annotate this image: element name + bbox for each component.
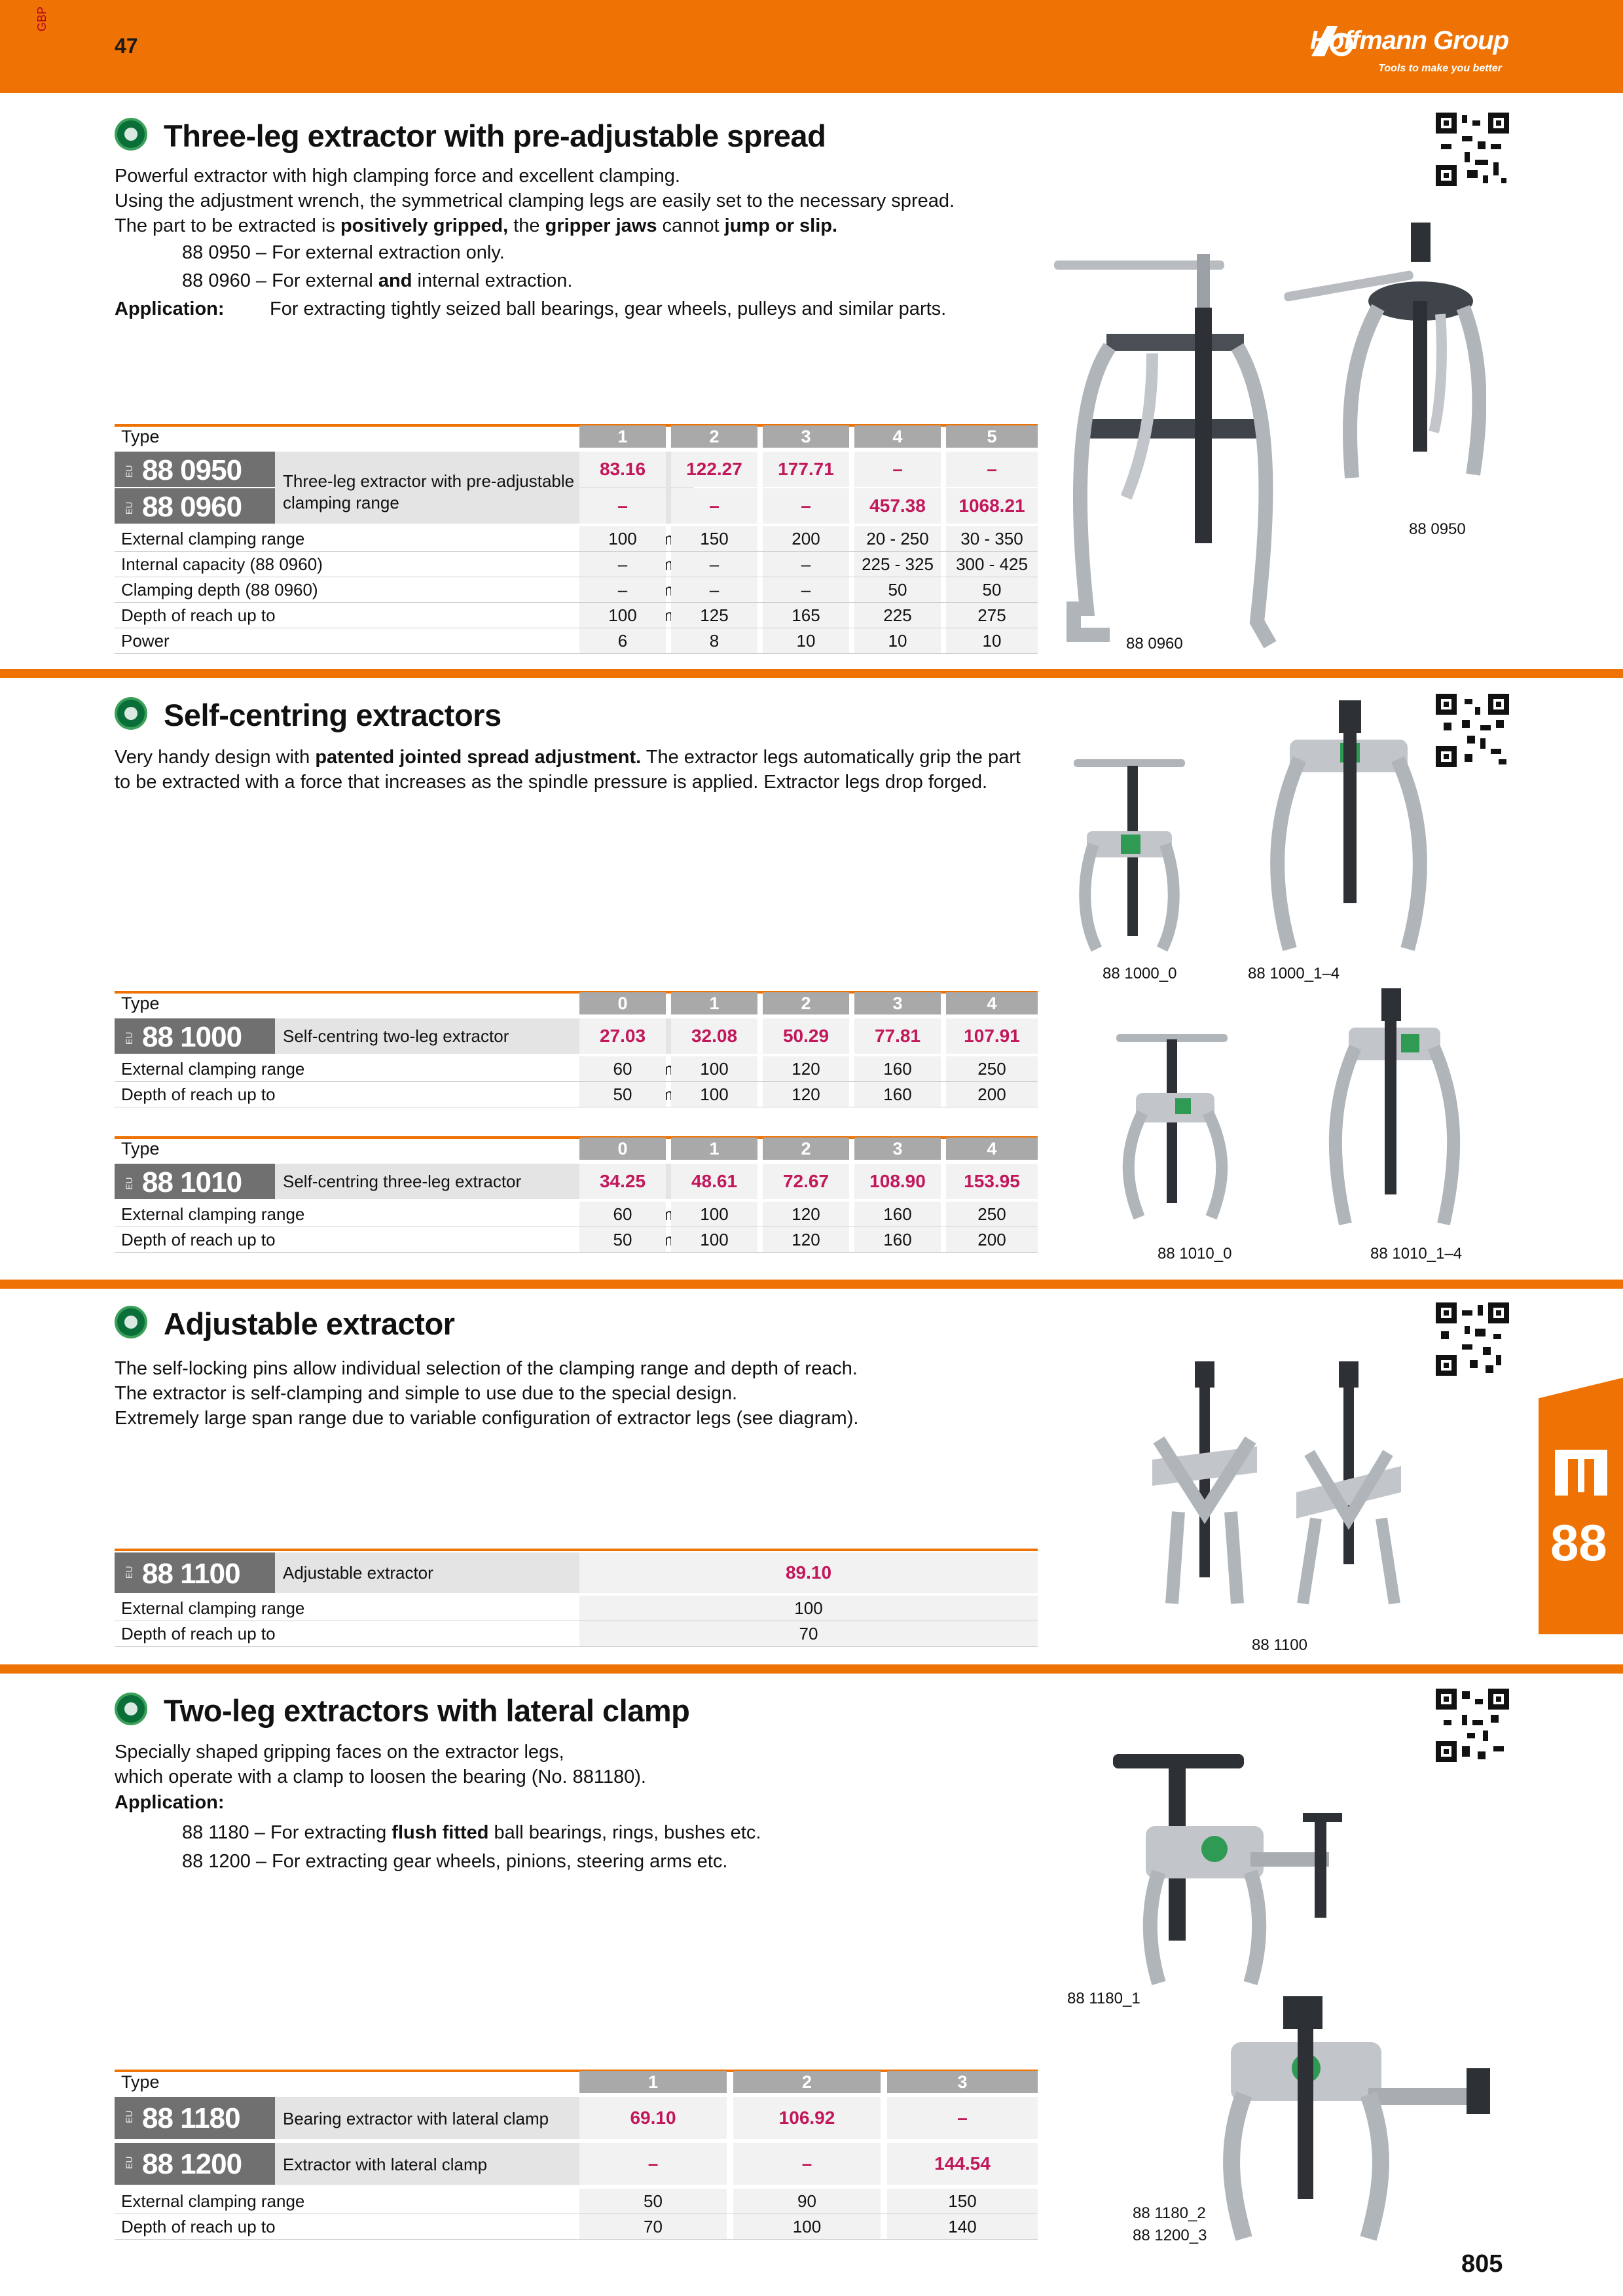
spec-row: External clamping range 60 100 120 160 250 [115, 1056, 1038, 1081]
spec-row: Depth of reach up to 70 [115, 1621, 1038, 1646]
article-number[interactable]: EU 88 1100 [115, 1552, 275, 1593]
price: 77.81 [854, 1018, 941, 1054]
chapter-number: 88 [1550, 1514, 1607, 1571]
spec-row: Internal capacity (88 0960) – – – 225 - 325 300 - 425 [115, 552, 1038, 577]
adjustable-extractor-image [1283, 1361, 1414, 1610]
price: 32.08 [671, 1018, 757, 1054]
quality-icon [115, 1693, 147, 1725]
lateral-clamp-extractor-image [1106, 1741, 1395, 2009]
two-leg-extractor-image [1067, 733, 1185, 969]
price: 177.71 [763, 452, 849, 487]
adjustable-extractor-image [1139, 1361, 1270, 1610]
side-code: GBP [35, 6, 48, 31]
product-description: Adjustable extractor [275, 1552, 694, 1593]
section-intro: The self-locking pins allow individual selection of the clamping range and depth of reach. The extractor is self-clamping and simple to use due to the special design. Extremely large span range due to variable configuration of extractor legs (see diagram). [115, 1358, 859, 1429]
list-item: 88 0960 – For external and internal extraction. [182, 270, 573, 291]
section-title: Two-leg extractors with lateral clamp [164, 1693, 690, 1728]
section-intro: Specially shaped gripping faces on the extractor legs, which operate with a clamp to loosen the bearing (No. 881180). [115, 1742, 646, 1787]
price: 27.03 [579, 1018, 666, 1054]
image-caption: 88 1100 [1252, 1636, 1307, 1654]
price: 34.25 [579, 1164, 666, 1199]
section-title: Self-centring extractors [164, 698, 501, 732]
image-caption: 88 0960 [1126, 635, 1183, 653]
page-number: 805 [1461, 2250, 1503, 2278]
image-caption: 88 1010_1–4 [1370, 1245, 1463, 1263]
price: 153.95 [946, 1164, 1038, 1199]
image-caption: 88 1000_1–4 [1248, 965, 1340, 982]
image-caption: 88 1010_0 [1158, 1245, 1232, 1263]
quality-icon [115, 118, 147, 151]
price: 144.54 [887, 2143, 1038, 2185]
price: 1068.21 [946, 488, 1038, 524]
price: – [946, 452, 1038, 487]
section-divider [0, 669, 1623, 678]
price: 69.10 [579, 2097, 727, 2139]
product-description: Extractor with lateral clamp [275, 2143, 694, 2185]
price: 106.92 [733, 2097, 881, 2139]
page-number-top: 47 [115, 34, 138, 58]
product-description: Self-centring two-leg extractor [275, 1018, 694, 1054]
image-caption: 88 0950 [1409, 520, 1466, 538]
price: 108.90 [854, 1164, 941, 1199]
product-description: Three-leg extractor with pre-adjustable clamping range [275, 452, 694, 524]
list-item: 88 1180 – For extracting flush fitted ball bearings, rings, bushes etc. [182, 1822, 761, 1843]
spec-row: Depth of reach up to 70 100 140 [115, 2214, 1038, 2239]
article-number[interactable]: EU 88 1180 [115, 2097, 275, 2139]
article-number[interactable]: EU 88 0960 [115, 488, 275, 524]
image-caption: 88 1000_0 [1103, 965, 1177, 982]
brand-name: Hoffmann Group [1309, 26, 1508, 55]
article-number[interactable]: EU 88 1010 [115, 1164, 275, 1199]
spec-row: External clamping range 60 100 120 160 250 [115, 1202, 1038, 1227]
section-divider [0, 1664, 1623, 1674]
article-number[interactable]: EU 88 1200 [115, 2143, 275, 2185]
price: 50.29 [763, 1018, 849, 1054]
application-text: For extracting tightly seized ball bearings, gear wheels, pulleys and similar parts. [270, 298, 947, 319]
three-leg-extractor-image [1113, 1021, 1257, 1230]
quality-icon [115, 697, 147, 730]
product-description: Self-centring three-leg extractor [275, 1164, 694, 1199]
spec-row: Depth of reach up to 50 100 120 160 200 [115, 1227, 1038, 1252]
qr-code-icon[interactable] [1436, 1302, 1509, 1376]
price: 83.16 [579, 452, 666, 487]
price: 72.67 [763, 1164, 849, 1199]
price: 457.38 [854, 488, 941, 524]
section-intro: Powerful extractor with high clamping force and excellent clamping. Using the adjustment wrench, the symmetrical clamping legs are easily set to the necessary spread. The part to be extracted is positively gripped, the gripper jaws cannot jump or slip. [115, 166, 955, 236]
chapter-tab[interactable] [1539, 1378, 1623, 1634]
qr-code-icon[interactable] [1436, 1689, 1509, 1762]
price: – [579, 488, 666, 524]
price: – [579, 2143, 727, 2185]
price: – [763, 488, 849, 524]
two-leg-extractor-image [1264, 694, 1434, 969]
three-leg-extractor-image [1270, 216, 1486, 491]
section-title: Adjustable extractor [164, 1306, 455, 1341]
list-item: 88 0950 – For external extraction only. [182, 242, 505, 263]
section-intro: Very handy design with patented jointed spread adjustment. The extractor legs automatically grip the part to be extracted with a force that increases as the spindle pressure is applied. Extractor legs drop forged. [115, 747, 1021, 793]
product-description: Bearing extractor with lateral clamp [275, 2097, 694, 2139]
list-item: 88 1200 – For extracting gear wheels, pinions, steering arms etc. [182, 1851, 728, 1872]
qr-code-icon[interactable] [1436, 694, 1509, 767]
price: 107.91 [946, 1018, 1038, 1054]
image-caption: 88 1180_1 [1067, 1990, 1140, 2007]
section-title: Three-leg extractor with pre-adjustable spread [164, 118, 826, 153]
application-label: Application: [115, 298, 225, 319]
three-leg-extractor-image [1048, 242, 1296, 655]
spec-row: Clamping depth (88 0960) – – – 50 50 [115, 577, 1038, 602]
three-leg-extractor-image [1322, 982, 1467, 1244]
lateral-clamp-extractor-image [1218, 1990, 1506, 2251]
price: – [854, 452, 941, 487]
price: – [887, 2097, 1038, 2139]
brand-tagline: Tools to make you better [1378, 63, 1502, 74]
spec-row: Depth of reach up to 50 100 120 160 200 [115, 1082, 1038, 1107]
section-divider [0, 1280, 1623, 1289]
qr-code-icon[interactable] [1436, 113, 1509, 186]
image-caption: 88 1200_3 [1133, 2227, 1207, 2244]
spec-row: External clamping range 50 90 150 [115, 2189, 1038, 2214]
price: 89.10 [579, 1552, 1038, 1593]
spec-row: External clamping range 100 [115, 1596, 1038, 1621]
price: 122.27 [671, 452, 757, 487]
spec-row: Power 6 8 10 10 10 [115, 628, 1038, 653]
price: 48.61 [671, 1164, 757, 1199]
image-caption: 88 1180_2 [1133, 2204, 1206, 2222]
article-number[interactable]: EU 88 0950 [115, 452, 275, 487]
spec-row: External clamping range 100 150 200 20 - 250 30 - 350 [115, 526, 1038, 551]
quality-icon [115, 1306, 147, 1338]
extractor-chapter-icon [1552, 1440, 1611, 1499]
spec-row: Depth of reach up to 100 125 165 225 275 [115, 603, 1038, 628]
price: – [733, 2143, 881, 2185]
price: – [671, 488, 757, 524]
application-label: Application: [115, 1792, 225, 1813]
article-number[interactable]: EU 88 1000 [115, 1018, 275, 1054]
